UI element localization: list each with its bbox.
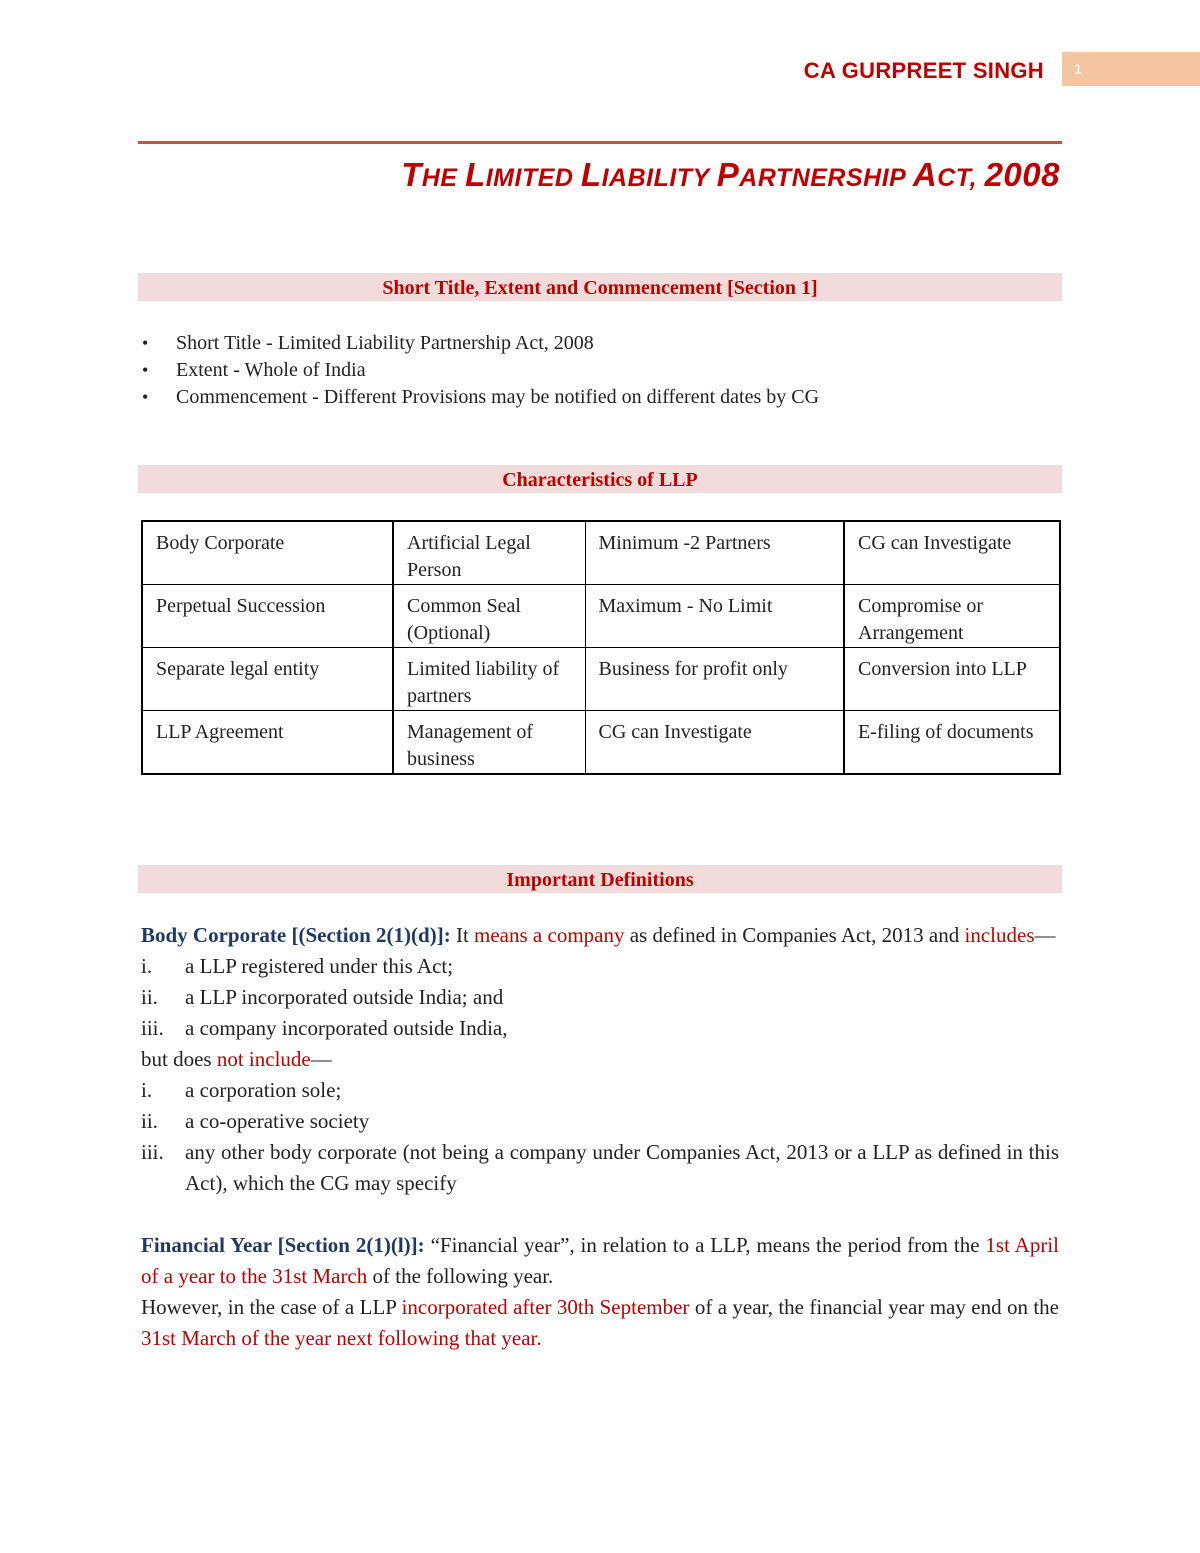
characteristics-table — [141, 520, 1061, 775]
list-text: a LLP registered under this Act; — [185, 954, 454, 978]
list-text: a corporation sole; — [185, 1078, 342, 1102]
text-run: as defined in Companies Act, 2013 and — [624, 923, 965, 947]
definitions-body — [141, 920, 1059, 1354]
text-run: “Financial year”, in relation to a LLP, means the period from the — [424, 1233, 986, 1257]
table-cell: Conversion into LLP — [844, 648, 1060, 711]
text-run: — — [1034, 923, 1056, 947]
section-heading-short-title: Short Title, Extent and Commencement [Section 1] — [138, 273, 1062, 301]
table-cell: CG can Investigate — [844, 521, 1060, 585]
text-run: but does — [141, 1047, 217, 1071]
list-item — [141, 1013, 1059, 1044]
title-cap: L — [465, 156, 486, 193]
list-item — [141, 1106, 1059, 1137]
title-rest: IMITED — [485, 164, 574, 192]
text-run: of a year, the financial year may end on the — [689, 1295, 1060, 1319]
title-cap: T — [401, 156, 422, 193]
text-run: of the following year. — [367, 1264, 554, 1288]
table-cell: Maximum - No Limit — [585, 585, 844, 648]
spacer — [141, 1199, 1059, 1230]
table-cell: CG can Investigate — [585, 711, 844, 775]
list-number: i. — [141, 954, 153, 978]
highlight-text: not include — [216, 1047, 311, 1071]
title-cap: P — [716, 156, 740, 193]
list-text: a company incorporated outside India, — [185, 1016, 508, 1040]
includes-list — [141, 951, 1059, 1044]
list-number: ii. — [141, 985, 158, 1009]
table-cell: LLP Agreement — [142, 711, 393, 775]
title-rest: ARTNERSHIP — [739, 164, 906, 192]
title-year: 2008 — [984, 156, 1060, 193]
table-cell: Artificial Legal Person — [393, 521, 585, 585]
section-heading-characteristics: Characteristics of LLP — [138, 465, 1062, 493]
title-rest: IABILITY — [601, 164, 710, 192]
list-number: i. — [141, 1078, 153, 1102]
table-cell: Management of business — [393, 711, 585, 775]
body-corporate-intro — [141, 920, 1059, 951]
text-run: It — [450, 923, 475, 947]
list-number: iii. — [141, 1140, 164, 1164]
excludes-list — [141, 1075, 1059, 1199]
list-item — [141, 1075, 1059, 1106]
title-rest: HE — [421, 164, 458, 192]
page-number: 1 — [1059, 52, 1200, 86]
document-title — [401, 156, 1060, 194]
table-row — [142, 585, 1060, 648]
title-rest: CT, — [937, 164, 978, 192]
highlight-text: includes — [964, 923, 1035, 947]
list-text: any other body corporate (not being a company under Companies Act, 2013 or a LLP as defined in this Act), which the CG may specify — [185, 1140, 1059, 1195]
list-item — [141, 982, 1059, 1013]
highlight-text: means a company — [474, 923, 625, 947]
list-text: a co-operative society — [185, 1109, 370, 1133]
financial-year-proviso — [141, 1292, 1059, 1354]
table-row — [142, 648, 1060, 711]
list-item: • Extent - Whole of India — [140, 357, 819, 384]
table-cell: Business for profit only — [585, 648, 844, 711]
body-corporate-exclusion — [141, 1044, 1059, 1075]
table-row — [142, 521, 1060, 585]
highlight-text: 1st April of a year to the 31st March — [141, 1233, 1060, 1288]
list-number: iii. — [141, 1016, 164, 1040]
list-text: a LLP incorporated outside India; and — [185, 985, 504, 1009]
table-cell: Limited liability of partners — [393, 648, 585, 711]
financial-year-definition — [141, 1230, 1059, 1292]
title-cap: A — [912, 156, 938, 193]
section-heading-definitions: Important Definitions — [138, 865, 1062, 893]
table-cell: Body Corporate — [142, 521, 393, 585]
table-row — [142, 711, 1060, 775]
table-cell: Separate legal entity — [142, 648, 393, 711]
table-cell: Minimum -2 Partners — [585, 521, 844, 585]
list-number: ii. — [141, 1109, 158, 1133]
title-rule — [138, 141, 1062, 144]
table-cell: E-filing of documents — [844, 711, 1060, 775]
list-item: • Commencement - Different Provisions may be notified on different dates by CG — [140, 384, 819, 411]
text-run: — — [310, 1047, 332, 1071]
list-item — [141, 951, 1059, 982]
highlight-text: 31st March of the year next following that year. — [141, 1326, 542, 1350]
definition-term: Financial Year [Section 2(1)(l)]: — [141, 1233, 425, 1257]
title-cap: L — [580, 156, 602, 193]
header-author: CA GURPREET SINGH — [803, 58, 1044, 83]
table-cell: Compromise or Arrangement — [844, 585, 1060, 648]
table-cell: Common Seal (Optional) — [393, 585, 585, 648]
list-item: • Short Title - Limited Liability Partnership Act, 2008 — [140, 330, 819, 357]
section1-bullet-list — [140, 330, 819, 411]
text-run: However, in the case of a LLP — [141, 1295, 402, 1319]
list-item — [141, 1137, 1059, 1199]
definition-term: Body Corporate [(Section 2(1)(d)]: — [141, 923, 451, 947]
table-cell: Perpetual Succession — [142, 585, 393, 648]
highlight-text: incorporated after 30th September — [401, 1295, 690, 1319]
